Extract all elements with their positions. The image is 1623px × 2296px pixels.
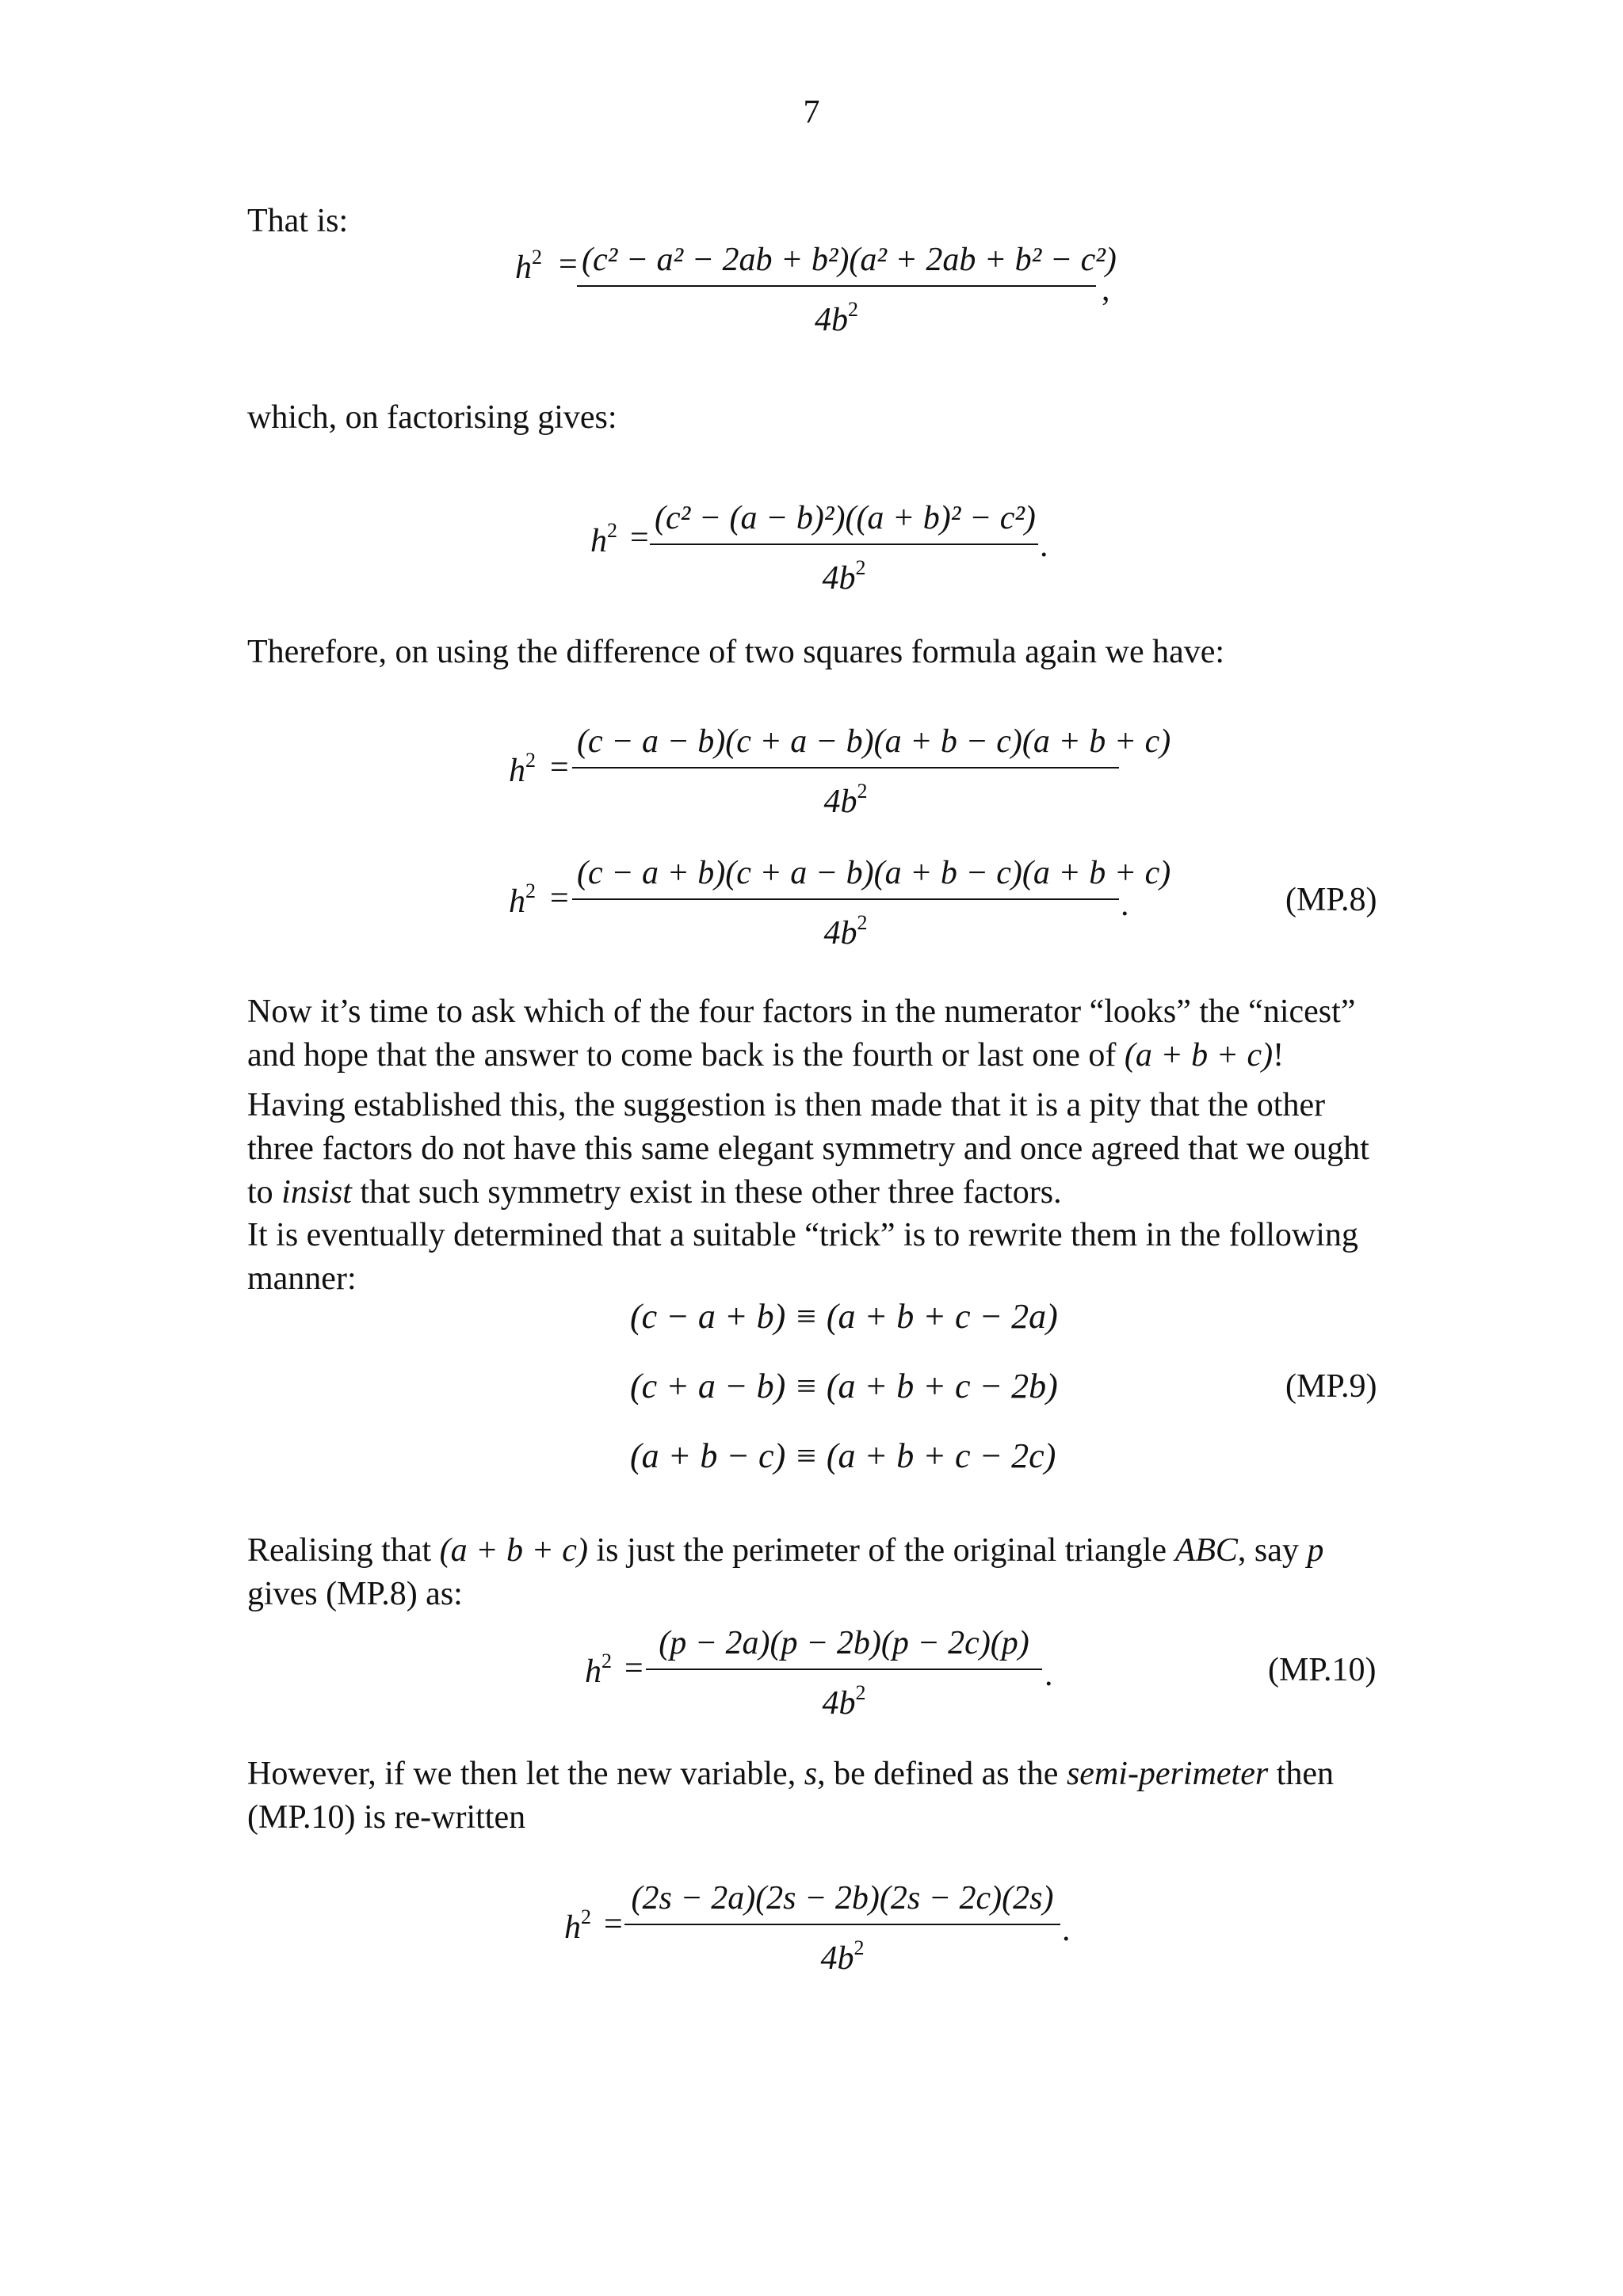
equation-1-equals: = bbox=[559, 246, 578, 283]
equation-3-fraction bbox=[572, 721, 1171, 822]
equation-mp8-equals: = bbox=[550, 880, 569, 917]
equation-final-fraction bbox=[624, 1878, 1060, 1978]
equation-2-lhs: $h^2$ bbox=[590, 519, 617, 559]
emphasis-semi-perimeter: semi-perimeter bbox=[1066, 1756, 1269, 1792]
equation-mp9-row-2: (c + a − b) ≡ (a + b + c − 2b) bbox=[630, 1367, 1058, 1405]
equation-2-equals: = bbox=[630, 520, 649, 556]
equation-1-fraction bbox=[577, 239, 1117, 340]
equation-mp10-fraction bbox=[646, 1623, 1042, 1723]
equation-final-denominator: $4b^2$ bbox=[820, 1936, 865, 1977]
equation-3-lhs: $h^2$ bbox=[509, 749, 536, 789]
equation-tag-mp10: (MP.10) bbox=[1268, 1652, 1377, 1688]
equation-2-denominator: $4b^2$ bbox=[822, 556, 866, 597]
text-nicest-factor: Now it’s time to ask which of the four factors in the numerator “looks” the “nicest” and hope that the answer to come back is the fourth or last one of (a + b + c)! bbox=[247, 994, 1356, 1074]
equation-1-denominator: $4b^2$ bbox=[815, 298, 858, 338]
emphasis-insist: insist bbox=[281, 1174, 352, 1211]
text-factorising: which, on factorising gives: bbox=[247, 399, 617, 436]
text-symmetry: Having established this, the suggestion is then made that it is a pity that the other three factors do not have this same elegant symmetry and once agreed that we ought to insist that such symmetry exist in these other three factors. bbox=[247, 1087, 1369, 1211]
equation-mp8-denominator: $4b^2$ bbox=[823, 911, 868, 952]
equation-mp8-period: . bbox=[1121, 887, 1129, 923]
equation-tag-mp9: (MP.9) bbox=[1285, 1368, 1377, 1405]
equation-2-fraction bbox=[650, 498, 1038, 598]
equation-3-numerator: (c − a − b)(c + a − b)(a + b − c)(a + b + c) bbox=[572, 721, 1119, 769]
equation-3-equals: = bbox=[550, 749, 569, 786]
equation-mp8-numerator: (c − a + b)(c + a − b)(a + b − c)(a + b + c) bbox=[572, 852, 1119, 900]
equation-tag-mp8: (MP.8) bbox=[1285, 882, 1377, 918]
equation-mp8-fraction bbox=[572, 852, 1171, 953]
equation-mp10-denominator: $4b^2$ bbox=[822, 1681, 866, 1722]
text-difference-of-squares: Therefore, on using the difference of two squares formula again we have: bbox=[247, 634, 1225, 670]
equation-mp9-row-1: (c − a + b) ≡ (a + b + c − 2a) bbox=[630, 1297, 1058, 1336]
equation-mp10-numerator: (p − 2a)(p − 2b)(p − 2c)(p) bbox=[646, 1623, 1042, 1670]
equation-mp10-lhs: $h^2$ bbox=[585, 1650, 612, 1690]
equation-1-lhs: $h^2$ bbox=[515, 246, 542, 286]
equation-2-numerator: (c² − (a − b)²)((a + b)² − c²) bbox=[650, 498, 1038, 545]
inline-variable-p: p bbox=[1307, 1532, 1324, 1569]
inline-math-a-plus-b-plus-c: (a + b + c) bbox=[1124, 1037, 1274, 1074]
inline-triangle-abc: ABC bbox=[1174, 1532, 1238, 1569]
inline-variable-s: s bbox=[804, 1756, 818, 1792]
equation-final-equals: = bbox=[604, 1906, 623, 1943]
equation-final-numerator: (2s − 2a)(2s − 2b)(2s − 2c)(2s) bbox=[624, 1878, 1060, 1925]
equation-final-lhs: $h^2$ bbox=[564, 1905, 591, 1946]
page-number: 7 bbox=[803, 94, 820, 131]
text-semi-perimeter: However, if we then let the new variable, s, be defined as the semi-perimeter then (MP.10) is re-written bbox=[247, 1756, 1335, 1836]
equation-mp8-lhs: $h^2$ bbox=[509, 879, 536, 920]
equation-mp10-period: . bbox=[1044, 1657, 1053, 1693]
equation-final-period: . bbox=[1062, 1912, 1071, 1948]
text-that-is: That is: bbox=[247, 203, 349, 239]
equation-1-comma: , bbox=[1102, 272, 1110, 308]
text-trick: It is eventually determined that a suitable “trick” is to rewrite them in the following manner: bbox=[247, 1217, 1358, 1297]
inline-math-perimeter-sum: (a + b + c) bbox=[439, 1532, 588, 1569]
equation-mp9-row-3: (a + b − c) ≡ (a + b + c − 2c) bbox=[630, 1436, 1056, 1475]
equation-3-denominator: $4b^2$ bbox=[823, 780, 868, 820]
equation-2-period: . bbox=[1040, 528, 1048, 564]
equation-mp10-equals: = bbox=[624, 1650, 643, 1687]
equation-1-numerator: (c² − a² − 2ab + b²)(a² + 2ab + b² − c²) bbox=[577, 239, 1096, 287]
text-perimeter: Realising that (a + b + c) is just the perimeter of the original triangle ABC, say p gives (MP.8) as: bbox=[247, 1532, 1324, 1612]
